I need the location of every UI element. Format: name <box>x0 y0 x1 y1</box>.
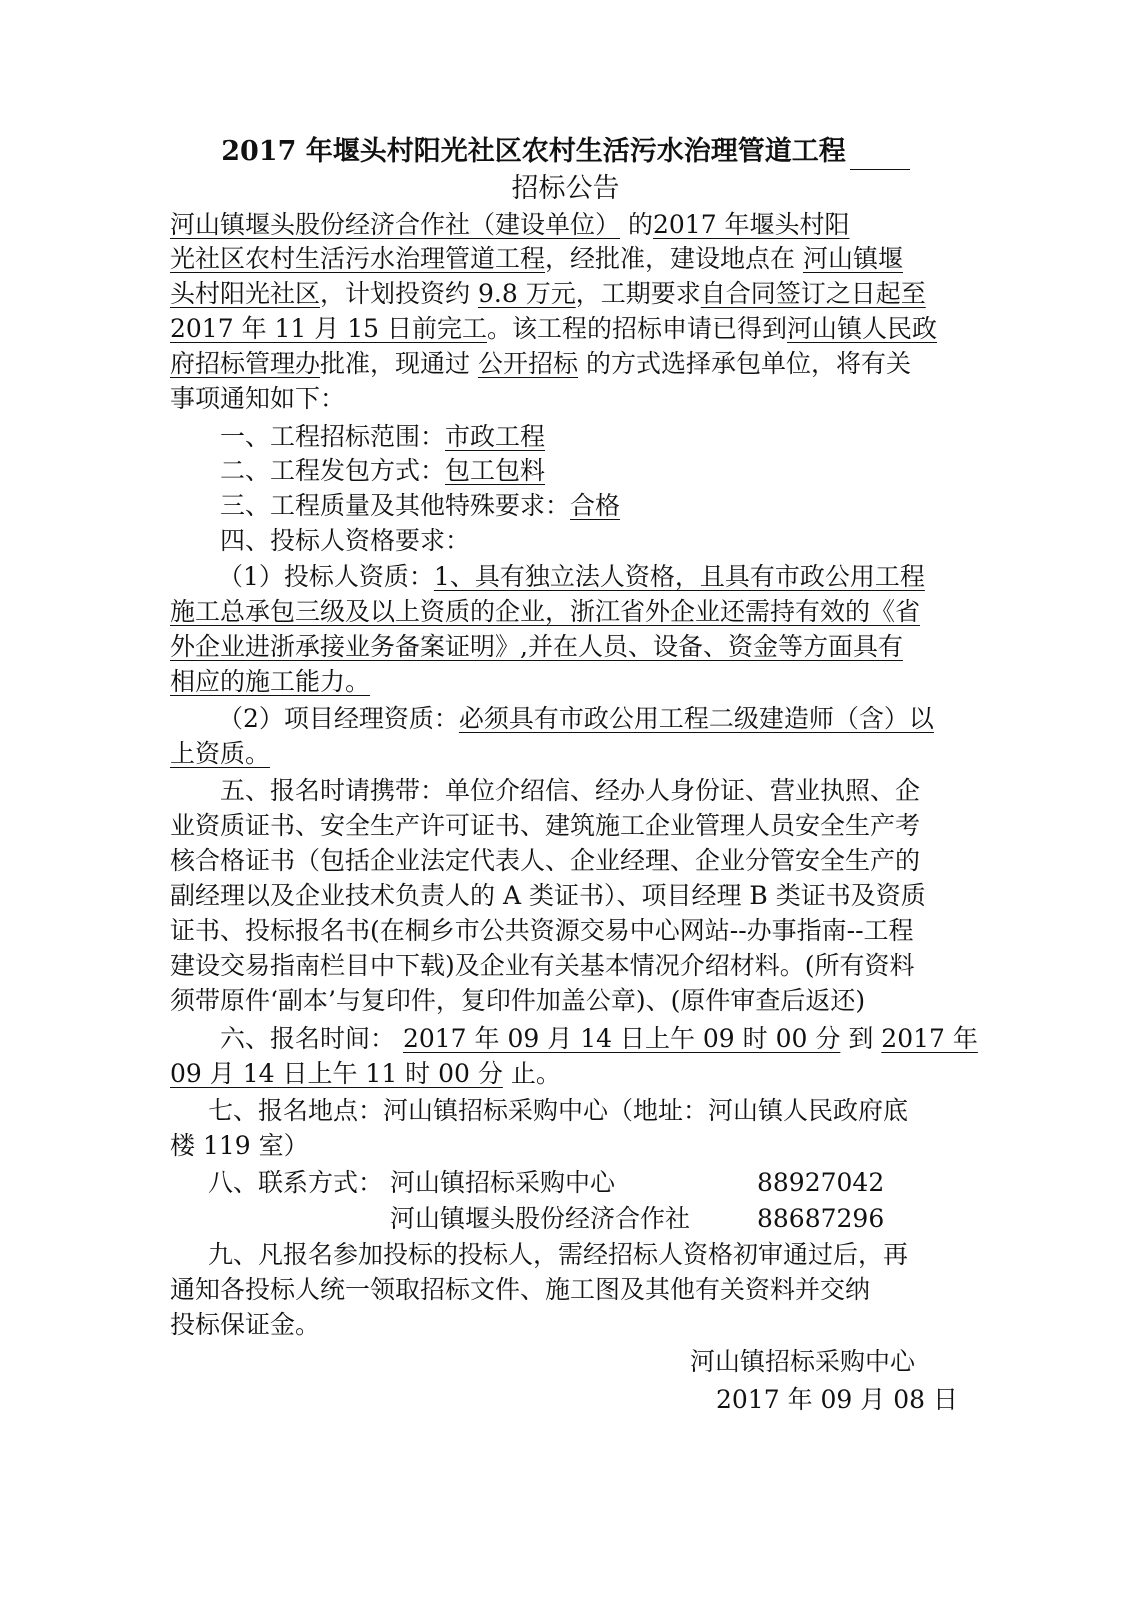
signature-org: 河山镇招标采购中心 <box>690 1347 916 1376</box>
item-8-label: 八、联系方式： <box>208 1168 384 1197</box>
title-underline <box>850 139 910 170</box>
item-9-line-1: 九、凡报名参加投标的投标人，需经招标人资格初审通过后，再 <box>208 1240 909 1269</box>
bidder-qualification-line-4: 相应的施工能力。 <box>170 667 371 696</box>
signature-date: 2017 年 09 月 08 日 <box>716 1385 958 1414</box>
document-title <box>0 134 1131 170</box>
construction-unit: 河山镇堰头股份经济合作社（建设单位） <box>170 210 621 239</box>
registration-end: 2017 年 <box>881 1024 978 1053</box>
manager-qualification-line-2: 上资质。 <box>170 739 271 768</box>
item-5-line-2: 业资质证书、安全生产许可证书、建筑施工企业管理人员安全生产考 <box>170 811 921 840</box>
item-7-line-1: 七、报名地点：河山镇招标采购中心（地址：河山镇人民政府底 <box>208 1096 909 1125</box>
tender-method: 公开招标 <box>477 349 578 378</box>
item-6-line-2: 09 月 14 日上午 11 时 00 分 止。 <box>170 1059 561 1088</box>
item-3-value: 合格 <box>570 491 621 520</box>
item-9-line-3: 投标保证金。 <box>170 1310 321 1339</box>
item-5-line-1: 五、报名时请携带：单位介绍信、经办人身份证、营业执照、企 <box>220 776 921 805</box>
intro-line-4: 2017 年 11 月 15 日前完工。该工程的招标申请已得到河山镇人民政 <box>170 314 938 343</box>
intro-line-3: 头村阳光社区，计划投资约 9.8 万元，工期要求自合同签订之日起至 <box>170 279 926 308</box>
contact-1-name: 河山镇招标采购中心 <box>390 1168 616 1197</box>
contact-1-phone: 88927042 <box>757 1168 885 1197</box>
item-4: 四、投标人资格要求： <box>220 526 471 555</box>
item-6-line-1: 六、报名时间： 2017 年 09 月 14 日上午 09 时 00 分 到 2017 年 <box>220 1024 978 1053</box>
item-5-line-4: 副经理以及企业技术负责人的 A 类证书）、项目经理 B 类证书及资质 <box>170 881 926 910</box>
construction-period: 自合同签订之日起至 <box>700 279 926 308</box>
bidder-qualification-line-2: 施工总承包三级及以上资质的企业，浙江省外企业还需持有效的《省 <box>170 597 921 626</box>
intro-line-1: 河山镇堰头股份经济合作社（建设单位） 的2017 年堰头村阳 <box>170 210 850 239</box>
item-2-value: 包工包料 <box>445 456 546 485</box>
item-5-line-6: 建设交易指南栏目中下载)及企业有关基本情况介绍材料。(所有资料 <box>170 951 915 980</box>
item-5-line-3: 核合格证书（包括企业法定代表人、企业经理、企业分管安全生产的 <box>170 846 921 875</box>
item-5-line-5: 证书、投标报名书(在桐乡市公共资源交易中心网站--办事指南--工程 <box>170 916 914 945</box>
contact-2-name: 河山镇堰头股份经济合作社 <box>390 1204 691 1233</box>
intro-line-5: 府招标管理办批准，现通过 公开招标 的方式选择承包单位，将有关 <box>170 349 911 378</box>
item-3: 三、工程质量及其他特殊要求：合格 <box>220 491 621 520</box>
project-location: 河山镇堰 <box>802 244 903 273</box>
item-5-line-7: 须带原件‘副本’与复印件，复印件加盖公章)、(原件审查后返还) <box>170 986 866 1015</box>
approving-authority: 河山镇人民政 <box>787 314 938 343</box>
item-7-line-2: 楼 119 室） <box>170 1131 309 1160</box>
contact-2-phone: 88687296 <box>757 1204 885 1233</box>
item-1-value: 市政工程 <box>445 422 546 451</box>
title-line-1: 2017 年堰头村阳光社区农村生活污水治理管道工程 <box>221 136 846 167</box>
manager-qualification-line-1: （2）项目经理资质：必须具有市政公用工程二级建造师（含）以 <box>218 704 934 733</box>
investment-amount: 9.8 万元 <box>477 279 576 308</box>
registration-start: 2017 年 09 月 14 日上午 09 时 00 分 <box>402 1024 841 1053</box>
bidder-qualification-line-1: （1）投标人资质：1、具有独立法人资格，且具有市政公用工程 <box>218 562 925 591</box>
project-name: 2017 年堰头村阳 <box>652 210 850 239</box>
intro-line-2: 光社区农村生活污水治理管道工程，经批准，建设地点在 河山镇堰 <box>170 244 903 273</box>
intro-line-6: 事项通知如下： <box>170 384 346 413</box>
document-subtitle: 招标公告 <box>511 173 620 204</box>
item-2: 二、工程发包方式：包工包料 <box>220 456 546 485</box>
item-9-line-2: 通知各投标人统一领取招标文件、施工图及其他有关资料并交纳 <box>170 1275 871 1304</box>
bidder-qualification-line-3: 外企业进浙承接业务备案证明》,并在人员、设备、资金等方面具有 <box>170 632 903 661</box>
item-1: 一、工程招标范围：市政工程 <box>220 422 546 451</box>
